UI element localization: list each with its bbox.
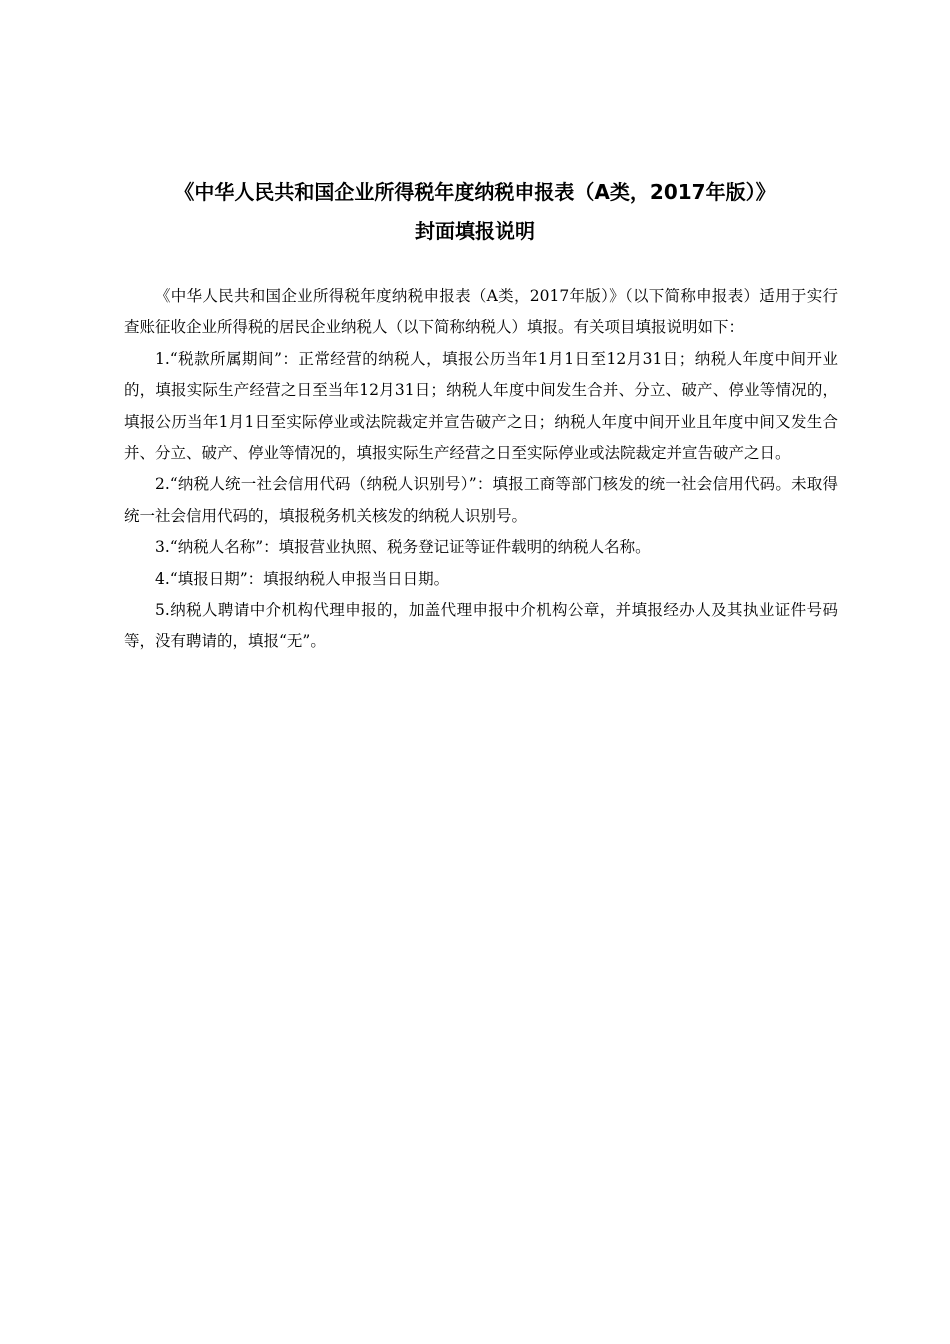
document-subtitle: 封面填报说明 (415, 219, 535, 243)
item-2-credit-code: 2.“纳税人统一社会信用代码（纳税人识别号）”：填报工商等部门核发的统一社会信用代码。未取得统一社会信用代码的，填报税务机关核发的纳税人识别号。 (124, 475, 838, 525)
intro-paragraph: 《中华人民共和国企业所得税年度纳税申报表（A类，2017年版）》（以下简称申报表）适用于实行查账征收企业所得税的居民企业纳税人（以下简称纳税人）填报。有关项目填报说明如下： (124, 287, 838, 337)
item-1-tax-period: 1.“税款所属期间”：正常经营的纳税人，填报公历当年1月1日至12月31日；纳税人年度中间开业的，填报实际生产经营之日至当年12月31日；纳税人年度中间发生合并、分立、破产、停业等情况的，填报公历当年1月1日至实际停业或法院裁定并宣告破产之日；纳税人年度中间开业且年度中间又发生合并、分立、破产、停业等情况的，填报实际生产经营之日至实际停业或法院裁定并宣告破产之日。 (124, 349, 838, 463)
document-body (124, 281, 838, 658)
item-3-taxpayer-name: 3.“纳税人名称”：填报营业执照、税务登记证等证件载明的纳税人名称。 (155, 538, 651, 557)
item-4-filing-date: 4.“填报日期”：填报纳税人申报当日日期。 (155, 569, 450, 588)
document-title: 《中华人民共和国企业所得税年度纳税申报表（A类，2017年版）》 (174, 180, 776, 204)
item-5-agent-filing: 5.纳税人聘请中介机构代理申报的，加盖代理申报中介机构公章，并填报经办人及其执业证件号码等，没有聘请的，填报“无”。 (124, 601, 838, 651)
